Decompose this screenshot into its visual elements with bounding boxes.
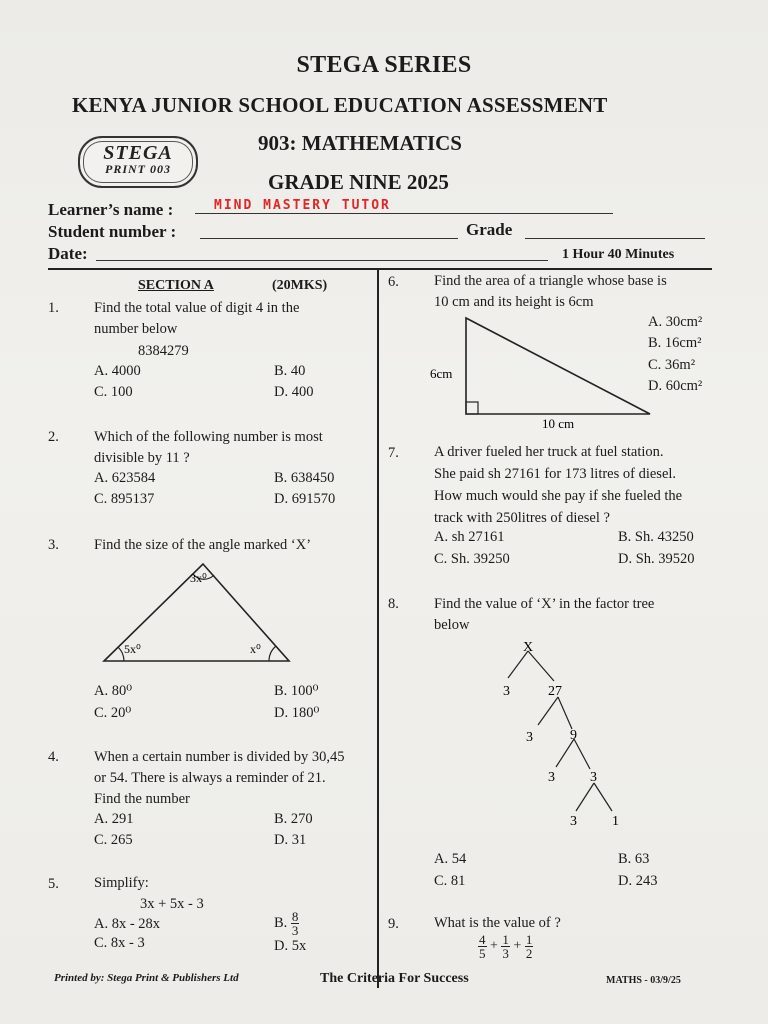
q6-option-b: B. 16cm² [648, 335, 702, 351]
q9-f3-denominator: 2 [525, 946, 533, 961]
q1-number: 1. [48, 300, 59, 316]
q9-fraction-1 [478, 933, 487, 960]
q4-number: 4. [48, 749, 59, 765]
q9-text: What is the value of ? [434, 915, 561, 931]
q5-text: Simplify: [94, 875, 149, 891]
q8-tree-node-2: 27 [548, 684, 562, 699]
date-line [96, 260, 548, 261]
footer-code: MATHS - 03/9/25 [606, 975, 681, 986]
q6-option-a: A. 30cm² [648, 314, 703, 330]
q3-option-d: D. 180⁰ [274, 705, 320, 721]
section-title: SECTION A [138, 278, 214, 293]
q2-line1: Which of the following number is most [94, 429, 323, 445]
q1-option-a: A. 4000 [94, 363, 141, 379]
q5-option-d: D. 5x [274, 938, 307, 954]
q3-number: 3. [48, 537, 59, 553]
q8-tree-node-1: 3 [503, 684, 510, 699]
q3-text: Find the size of the angle marked ‘X’ [94, 537, 312, 553]
q3-right-angle: x⁰ [250, 642, 261, 656]
q5-option-b [274, 910, 299, 937]
q5-option-b-denominator: 3 [291, 923, 299, 938]
q5-option-b-numerator: 8 [291, 909, 299, 924]
q8-tree-node-3: 3 [526, 730, 533, 745]
q8-factor-tree [490, 635, 630, 830]
q6-number: 6. [388, 274, 399, 290]
q7-option-b: B. Sh. 43250 [618, 529, 694, 545]
q8-number: 8. [388, 596, 399, 612]
q2-number: 2. [48, 429, 59, 445]
logo-line1: STEGA [103, 142, 173, 164]
q7-option-c: C. Sh. 39250 [434, 551, 510, 567]
q9-expression [478, 933, 533, 960]
q4-line2: or 54. There is always a reminder of 21. [94, 770, 326, 786]
name-value: MIND MASTERY TUTOR [214, 198, 391, 213]
q5-option-b-prefix: B. [274, 914, 288, 931]
q6-option-d: D. 60cm² [648, 378, 703, 394]
q1-line1: Find the total value of digit 4 in the [94, 300, 300, 316]
q9-fraction-2 [501, 933, 510, 960]
q3-option-c: C. 20⁰ [94, 705, 132, 721]
q6-height-label: 6cm [430, 366, 453, 381]
grade-title: GRADE NINE 2025 [268, 170, 449, 194]
q8-tree-node-5: 3 [548, 770, 555, 785]
name-label: Learner’s name : [48, 200, 174, 219]
q2-line2: divisible by 11 ? [94, 450, 190, 466]
q6-line1: Find the area of a triangle whose base is [434, 273, 667, 289]
q9-f1-denominator: 5 [479, 946, 486, 961]
q8-option-a: A. 54 [434, 851, 467, 867]
q3-left-angle: 5x⁰ [124, 642, 141, 656]
q4-option-c: C. 265 [94, 832, 133, 848]
q6-option-c: C. 36m² [648, 357, 696, 373]
q6-triangle [466, 318, 650, 414]
q9-plus-1: + [490, 938, 498, 954]
q2-option-c: C. 895137 [94, 491, 155, 507]
grade-label: Grade [466, 220, 513, 239]
q8-tree-root: X [523, 640, 534, 655]
q4-option-d: D. 31 [274, 832, 307, 848]
q6-triangle-diagram [428, 310, 658, 432]
q8-tree-node-8: 1 [612, 814, 619, 829]
footer-slogan: The Criteria For Success [320, 971, 469, 986]
q4-option-a: A. 291 [94, 811, 134, 827]
exam-title: KENYA JUNIOR SCHOOL EDUCATION ASSESSMENT [72, 93, 608, 117]
q9-number: 9. [388, 916, 399, 932]
q5-expression: 3x + 5x - 3 [140, 896, 204, 912]
q8-option-d: D. 243 [618, 873, 658, 889]
q3-top-angle: 3x⁰ [190, 571, 207, 585]
q8-line2: below [434, 617, 470, 633]
q9-fraction-3 [525, 933, 534, 960]
q4-option-b: B. 270 [274, 811, 313, 827]
q3-angle-arc-right [269, 646, 276, 661]
q7-option-d: D. Sh. 39520 [618, 551, 695, 567]
q8-tree-node-4: 9 [570, 728, 577, 743]
section-marks: (20MKS) [272, 278, 328, 293]
q7-line3: How much would she pay if she fueled the [434, 488, 683, 504]
q8-option-c: C. 81 [434, 873, 466, 889]
column-divider [377, 270, 379, 988]
q1-value: 8384279 [138, 343, 189, 359]
q8-tree-node-7: 3 [570, 814, 577, 829]
series-title: STEGA SERIES [296, 52, 472, 78]
stega-logo [78, 136, 198, 188]
q6-line2: 10 cm and its height is 6cm [434, 294, 594, 310]
q7-line2: She paid sh 27161 for 173 litres of diesel. [434, 466, 677, 482]
q9-plus-2: + [513, 938, 522, 954]
date-label: Date: [48, 244, 88, 263]
student-number-line [200, 238, 458, 239]
q7-number: 7. [388, 445, 399, 461]
name-line [195, 213, 613, 214]
q9-f3-numerator: 1 [525, 932, 533, 947]
q1-line2: number below [94, 321, 178, 337]
q6-base-label: 10 cm [542, 416, 575, 431]
q1-option-d: D. 400 [274, 384, 314, 400]
q6-right-angle-mark [466, 402, 478, 414]
q8-option-b: B. 63 [618, 851, 650, 867]
q8-tree-branches [508, 651, 612, 811]
q4-line1: When a certain number is divided by 30,45 [94, 749, 345, 765]
subject-title: 903: MATHEMATICS [258, 131, 462, 155]
q7-line1: A driver fueled her truck at fuel station. [434, 444, 664, 460]
q9-f2-numerator: 1 [502, 932, 509, 947]
q2-option-b: B. 638450 [274, 470, 335, 486]
q7-option-a: A. sh 27161 [434, 529, 505, 545]
q5-option-b-fraction [291, 910, 300, 937]
q3-option-b: B. 100⁰ [274, 683, 319, 699]
q9-f2-denominator: 3 [502, 946, 509, 961]
q4-line3: Find the number [94, 791, 190, 807]
duration: 1 Hour 40 Minutes [562, 247, 675, 262]
q7-line4: track with 250litres of diesel ? [434, 510, 610, 526]
q1-option-b: B. 40 [274, 363, 306, 379]
student-number-label: Student number : [48, 222, 177, 241]
q1-option-c: C. 100 [94, 384, 133, 400]
header-divider [48, 268, 712, 270]
grade-line [525, 238, 705, 239]
q5-option-a: A. 8x - 28x [94, 916, 161, 932]
q2-option-d: D. 691570 [274, 491, 336, 507]
q2-option-a: A. 623584 [94, 470, 156, 486]
q3-option-a: A. 80⁰ [94, 683, 133, 699]
logo-line2: PRINT 003 [105, 162, 171, 176]
q8-tree-node-6: 3 [590, 770, 597, 785]
q5-number: 5. [48, 876, 59, 892]
q5-option-c: C. 8x - 3 [94, 935, 145, 951]
q9-f1-numerator: 4 [479, 932, 486, 947]
q8-line1: Find the value of ‘X’ in the factor tree [434, 596, 655, 612]
footer-printed-by: Printed by: Stega Print & Publishers Ltd [54, 972, 239, 984]
q3-triangle-diagram [96, 558, 296, 668]
